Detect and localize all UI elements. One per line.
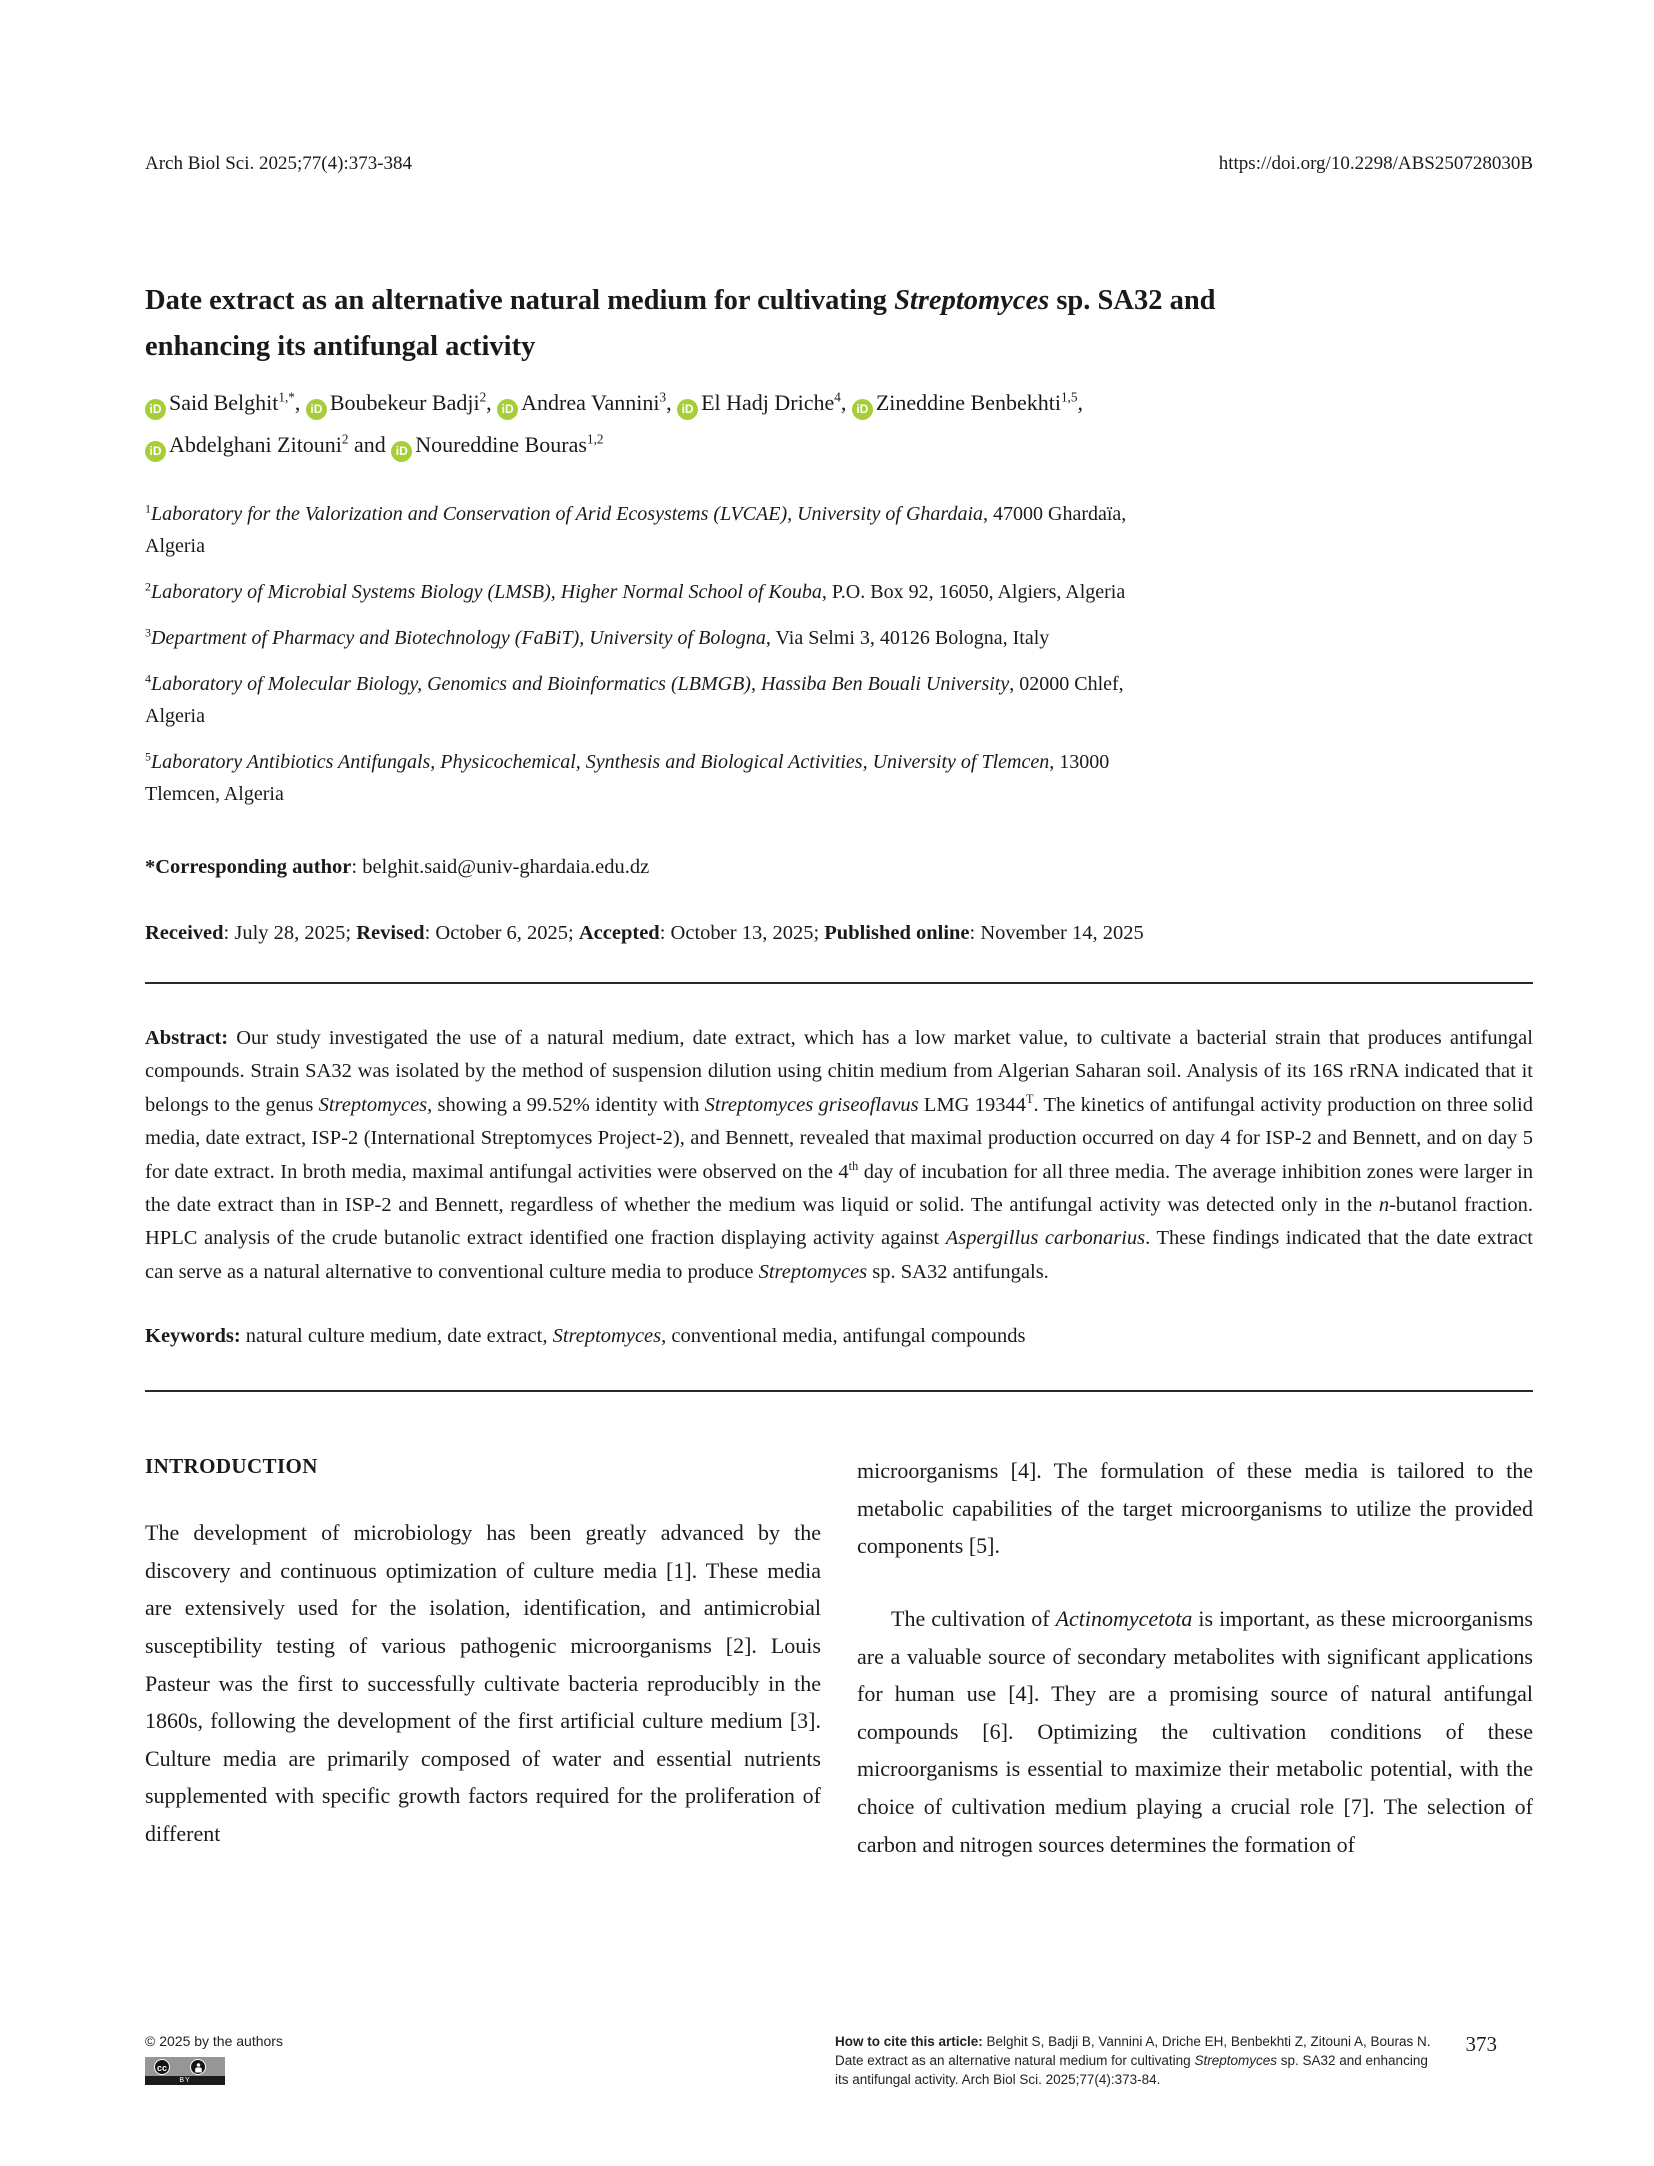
page-number: 373 (1465, 2032, 1497, 2056)
affiliations (145, 498, 1533, 810)
intro-paragraph-right-1: microorganisms [4]. The formulation of these media is tailored to the metabolic capabilities of the target microorganisms to utilize the provided components [5]. (857, 1458, 1533, 1559)
cc-icon: cc (154, 2059, 170, 2075)
how-to-cite: How to cite this article: Belghit S, Badji B, Vannini A, Driche EH, Benbekhti Z, Zitouni A, Bouras N. Date extract as an alternative natural medium for cultivating Streptomyces sp. SA32 and enhancing its antifungal activity. Arch Biol Sci. 2025;77(4):373-84. (835, 2034, 1431, 2087)
affiliation-5: $^5$Laboratory Antibiotics Antifungals, Physicochemical, Synthesis and Biological Activities, University of Tlemcen, 13000 Tlemcen, Algeria (145, 749, 1110, 805)
affiliation-4: $^4$Laboratory of Molecular Biology, Genomics and Bioinformatics (LBMGB), Hassiba Ben Bouali University, 02000 Chlef, Algeria (145, 671, 1124, 727)
section-heading-introduction: INTRODUCTION (145, 1454, 318, 1479)
affiliation-1: $^1$Laboratory for the Valorization and Conservation of Arid Ecosystems (LVCAE), University of Ghardaia, 47000 Ghardaïa, Algeria (145, 501, 1127, 557)
page-header (145, 0, 1533, 176)
person-icon (190, 2059, 206, 2075)
cc-by-license-badge[interactable] (145, 2057, 225, 2085)
divider-top (145, 982, 1533, 984)
orcid-icon[interactable]: iD (677, 399, 698, 420)
orcid-icon[interactable]: iD (306, 399, 327, 420)
abstract: Abstract: Our study investigated the use of a natural medium, date extract, which has a low market value, to cultivate a bacterial strain that produces antifungal compounds. Strain SA32 was isolated by the method of suspension dilution using chitin medium from Algerian Saharan soil. Analysis of its 16S rRNA indicated that it belongs to the genus Streptomyces, showing a 99.52% identity with Streptomyces griseoflavus LMG $19344^T$. The kinetics of antifungal activity production on three solid media, date extract, ISP-2 (International Streptomyces Project-2), and Bennett, revealed that maximal production occurred on day 4 for ISP-2 and Bennett, and on day 5 for date extract. In broth media, maximal antifungal activities were observed on the 4th day of incubation for all three media. The average inhibition zones were larger in the date extract than in ISP-2 and Bennett, regardless of whether the medium was liquid or solid. The antifungal activity was detected only in the n-butanol fraction. HPLC analysis of the crude butanolic extract identified one fraction displaying activity against Aspergillus carbonarius. These findings indicated that the date extract can serve as a natural alternative to conventional culture media to produce Streptomyces sp. SA32 antifungals. (145, 1027, 1533, 1283)
two-column-body (145, 1452, 1533, 1863)
journal-citation: Arch Biol Sci. 2025;77(4):373-384 (145, 153, 413, 174)
keywords: Keywords: natural culture medium, date extract, Streptomyces, conventional media, antifungal compounds (145, 1325, 1026, 1348)
divider-bottom (145, 1390, 1533, 1392)
intro-paragraph-right-2: The cultivation of Actinomycetota is important, as these microorganisms are a valuable source of secondary metabolites with significant applications for human use [4]. They are a promising source of natural antifungal compounds [6]. Optimizing the cultivation conditions of these microorganisms is essential to maximize their metabolic potential, with the choice of cultivation medium playing a crucial role [7]. The selection of carbon and nitrogen sources determines the formation of (857, 1606, 1533, 1857)
affiliation-2: $^2$Laboratory of Microbial Systems Biology (LMSB), Higher Normal School of Kouba, P.O. Box 92, 16050, Algiers, Algeria (145, 579, 1126, 603)
orcid-icon[interactable]: iD (497, 399, 518, 420)
affiliation-3: $^3$Department of Pharmacy and Biotechnology (FaBiT), University of Bologna, Via Selmi 3, 40126 Bologna, Italy (145, 625, 1050, 649)
orcid-icon[interactable]: iD (145, 441, 166, 462)
doi-link[interactable]: https://doi.org/10.2298/ABS250728030B (1218, 153, 1533, 174)
orcid-icon[interactable]: iD (391, 441, 412, 462)
article-dates: Received: July 28, 2025; Revised: October 6, 2025; Accepted: October 13, 2025; Published online: November 14, 2025 (145, 922, 1144, 944)
article-title: Date extract as an alternative natural medium for cultivating Streptomyces sp. SA32 and enhancing its antifungal activity (145, 285, 1216, 362)
corresponding-author: *Corresponding author: belghit.said@univ-ghardaia.edu.dz (145, 856, 650, 878)
right-column (857, 1452, 1533, 1863)
orcid-icon[interactable]: iD (852, 399, 873, 420)
author-list: iD Said Belghit$^{1,*}$, iD Boubekeur Badji$^2$, iD Andrea Vannini$^3$, iD El Hadj Driche$^4$, iD Zineddine Benbekhti$^{1,5}$, iD Abdelghani Zitouni$^2$ and iD Noureddine Bouras$^{1,2}$ (145, 382, 1533, 466)
license-block (145, 2032, 835, 2085)
orcid-icon[interactable]: iD (145, 399, 166, 420)
left-column (145, 1452, 821, 1863)
page-footer (145, 2032, 1533, 2089)
cc-by-label: BY (145, 2076, 225, 2085)
copyright-notice: © 2025 by the authors (145, 2033, 283, 2049)
intro-paragraph-left: The development of microbiology has been greatly advanced by the discovery and continuous optimization of culture media [1]. These media are extensively used for the isolation, identification, and antimicrobial susceptibility testing of various pathogenic microorganisms [2]. Louis Pasteur was the first to successfully cultivate bacteria reproducibly in the 1860s, following the development of the first artificial culture medium [3]. Culture media are primarily composed of water and essential nutrients supplemented with specific growth factors required for the proliferation of different (145, 1520, 821, 1846)
